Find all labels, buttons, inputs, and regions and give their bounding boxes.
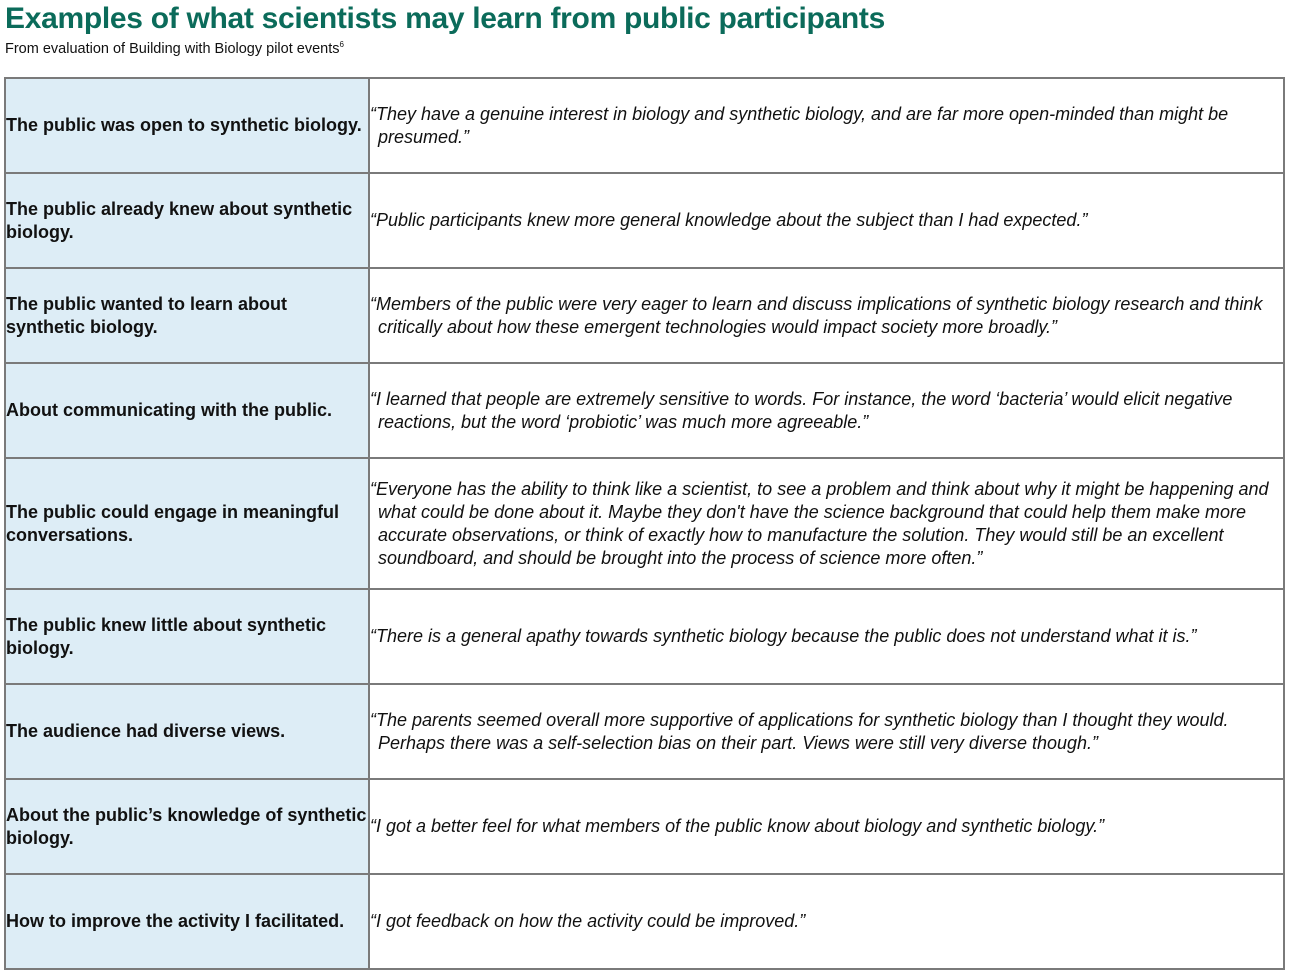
quote-cell [369, 684, 1284, 779]
table-row [5, 589, 1284, 684]
table-row [5, 779, 1284, 874]
quote-cell [369, 268, 1284, 363]
quote-text: “Members of the public were very eager to learn and discuss implications of synthetic biology research and think critically about how these emergent technologies would impact society more broadly.” [370, 293, 1263, 337]
lesson-cell: How to improve the activity I facilitated. [5, 874, 369, 969]
quote-text: “Everyone has the ability to think like a scientist, to see a problem and think about why it might be happening and what could be done about it. Maybe they don't have the science background that could help them make more accurate observations, or think of exactly how to manufacture the solution. They would still be an excellent soundboard, and should be brought into the process of science more often.” [370, 478, 1269, 568]
quote-cell [369, 779, 1284, 874]
lesson-cell: The public wanted to learn about synthetic biology. [5, 268, 369, 363]
table-row [5, 78, 1284, 173]
quote-text: “I got a better feel for what members of the public know about biology and synthetic biology.” [370, 816, 1105, 836]
page-title: Examples of what scientists may learn from public participants [5, 2, 885, 35]
table-row [5, 458, 1284, 589]
table-row [5, 874, 1284, 969]
quote-cell [369, 363, 1284, 458]
lessons-table [4, 77, 1285, 970]
page-subtitle [5, 40, 344, 57]
quote-text: “The parents seemed overall more supportive of applications for synthetic biology than I thought they would. Perhaps there was a self-selection bias on their part. Views were still very diverse though.” [370, 709, 1229, 753]
lesson-cell: The audience had diverse views. [5, 684, 369, 779]
quote-text: “Public participants knew more general knowledge about the subject than I had expected.” [370, 210, 1088, 230]
lesson-cell: The public already knew about synthetic biology. [5, 173, 369, 268]
quote-cell [369, 458, 1284, 589]
table-row [5, 268, 1284, 363]
quote-cell [369, 589, 1284, 684]
lesson-cell: The public was open to synthetic biology. [5, 78, 369, 173]
quote-cell [369, 874, 1284, 969]
table-row [5, 684, 1284, 779]
table-row [5, 173, 1284, 268]
footnote-marker: 6 [339, 40, 344, 49]
quote-text: “They have a genuine interest in biology and synthetic biology, and are far more open-minded than might be presumed.” [370, 103, 1229, 147]
table-row [5, 363, 1284, 458]
lesson-cell: About the public’s knowledge of synthetic biology. [5, 779, 369, 874]
lesson-cell: The public could engage in meaningful conversations. [5, 458, 369, 589]
quote-text: “I got feedback on how the activity could be improved.” [370, 911, 806, 931]
lesson-cell: About communicating with the public. [5, 363, 369, 458]
quote-cell [369, 78, 1284, 173]
lesson-cell: The public knew little about synthetic biology. [5, 589, 369, 684]
quote-text: “I learned that people are extremely sensitive to words. For instance, the word ‘bacteria’ would elicit negative reactions, but the word ‘probiotic’ was much more agreeable.” [370, 388, 1233, 432]
quote-text: “There is a general apathy towards synthetic biology because the public does not understand what it is.” [370, 626, 1197, 646]
quote-cell [369, 173, 1284, 268]
subtitle-text: From evaluation of Building with Biology pilot events [5, 40, 340, 57]
